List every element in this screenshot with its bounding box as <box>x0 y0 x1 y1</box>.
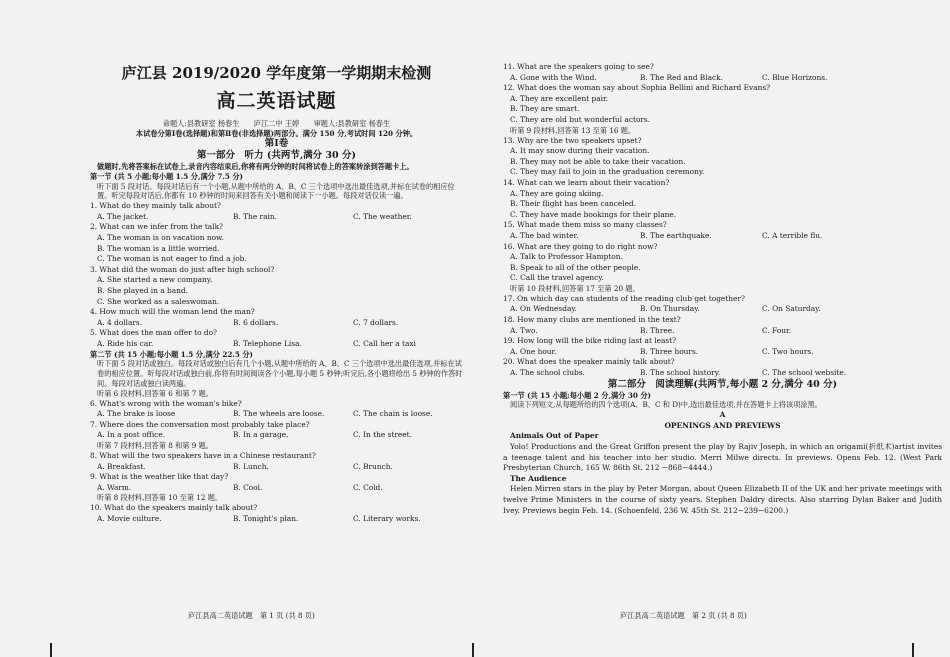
question-8: 8. What will the two speakers have in a Chinese restaurant? <box>90 451 316 461</box>
right-page <box>475 0 950 657</box>
question-7: 7. Where does the conversation most probably take place? <box>90 419 310 429</box>
question-15: 15. What made them miss so many classes? <box>503 220 667 230</box>
question-5-options: A. Ride his car. B. Telephone Lisa. C. Call her a taxi <box>97 338 416 348</box>
question-15-options: A. The bad winter. B. The earthquake. C. A terrible flu. <box>510 230 823 240</box>
option: A. The woman is on vacation now. <box>97 232 224 242</box>
question-16: 16. What are they going to do right now? <box>503 241 658 251</box>
option: B. They may not be able to take their vacation. <box>510 156 686 166</box>
option: C. The woman is not eager to find a job. <box>97 254 247 264</box>
section1-heading: 第一节 (共 5 小题;每小题 1.5 分,满分 7.5 分) <box>90 171 243 181</box>
passage-paragraph-2: Helen Mirren stars in the play by Peter Morgan, about Queen Elizabeth II of the UK and her private meetings with twelve Prime Ministers in the course of sixty years. Stephen Daldry directs. Also starring Dylan Baker and Judith Ivey. Previews begin Feb. 14. (Schoenfeld, 236 W. 45th St. 212−239−6200.) <box>503 484 942 515</box>
question-20: 20. What does the speaker mainly talk about? <box>503 357 675 367</box>
question-19-options: A. One hour. B. Three hours. C. Two hours. <box>510 346 814 356</box>
option: A. She started a new company. <box>97 275 213 285</box>
part2-heading: 第二部分 阅读理解(共两节,每小题 2 分,满分 40 分) <box>607 378 838 390</box>
question-11-options: A. Gone with the Wind. B. The Red and Black. C. Blue Horizons. <box>510 72 828 82</box>
question-3: 3. What did the woman do just after high school? <box>90 264 275 274</box>
option: A. Talk to Professor Hampton. <box>510 252 623 262</box>
page-footer: 庐江县高二英语试题 第 2 页 (共 8 页) <box>620 611 747 620</box>
exam-subject-title: 高二英语试题 <box>216 90 337 112</box>
passage-letter: A <box>719 410 726 420</box>
question-18-options: A. Two. B. Three. C. Four. <box>510 325 792 335</box>
exam-note: 本试卷分第Ⅰ卷(选择题)和第Ⅱ卷(非选择题)两部分。满分 150 分,考试时间 120 分钟。 <box>135 128 418 138</box>
option: B. She played in a band. <box>97 285 189 295</box>
question-17-options: A. On Wednesday. B. On Thursday. C. On Saturday. <box>510 304 821 314</box>
question-17: 17. On which day can students of the reading club get together? <box>503 293 745 303</box>
question-4-options: A. 4 dollars. B. 6 dollars. C. 7 dollars. <box>97 317 399 327</box>
volume-heading: 第Ⅰ卷 <box>264 138 289 149</box>
option: B. The woman is a little worried. <box>97 243 220 253</box>
question-12: 12. What does the woman say about Sophia Bellini and Richard Evans? <box>503 83 771 93</box>
material-6-note: 听第 6 段材料,回答第 6 和第 7 题。 <box>97 388 213 398</box>
question-10: 10. What do the speakers mainly talk about? <box>90 503 258 513</box>
question-4: 4. How much will the woman lend the man? <box>90 307 255 317</box>
page-footer: 庐江县高二英语试题 第 1 页 (共 8 页) <box>188 611 315 620</box>
option: C. They may fail to join in the graduation ceremony. <box>510 167 705 177</box>
passage-subheading-2: The Audience <box>510 473 567 483</box>
material-7-note: 听第 7 段材料,回答第 8 和第 9 题。 <box>97 441 213 451</box>
binding-tick <box>50 643 52 657</box>
question-19: 19. How long will the bike riding last at least? <box>503 336 677 346</box>
section2-instructions: 听下面 5 段对话或独白。每段对话或独白后有几个小题,从题中所给的 A、B、C 三个选项中选出最佳选项,并标在试卷的相应位置。听每段对话或独白前,你将有时间阅读各个小题,每小题 5 秒钟;听完后,各小题将给出 5 秒钟的作答时间。每段对话或独白读两遍。 <box>97 359 463 388</box>
passage-subheading-1: Animals Out of Paper <box>510 431 599 441</box>
question-14: 14. What can we learn about their vacation? <box>503 177 670 187</box>
section2-heading: 第二节 (共 15 小题;每小题 1.5 分,满分 22.5 分) <box>90 349 253 359</box>
binding-tick <box>472 643 474 657</box>
option: B. Speak to all of the other people. <box>510 262 641 272</box>
part2-section1-heading: 第一节 (共 15 小题;每小题 2 分,满分 30 分) <box>503 390 651 400</box>
binding-tick <box>912 643 914 657</box>
option: C. They have made bookings for their plane. <box>510 209 677 219</box>
option: A. It may snow during their vacation. <box>510 146 650 156</box>
passage-heading: OPENINGS AND PREVIEWS <box>664 420 781 430</box>
question-18: 18. How many clubs are mentioned in the text? <box>503 315 681 325</box>
option: B. Their flight has been canceled. <box>510 199 637 209</box>
listening-instructions: 做题时,先将答案标在试卷上,录音内容结束后,你将有两分钟的时间将试卷上的答案转涂到答题卡上。 <box>97 162 414 171</box>
option: C. They are old but wonderful actors. <box>510 114 651 124</box>
material-8-note: 听第 8 段材料,回答第 10 至第 12 题。 <box>97 493 223 503</box>
part1-heading: 第一部分 听力 (共两节,满分 30 分) <box>197 150 356 161</box>
question-11: 11. What are the speakers going to see? <box>503 62 654 71</box>
option: A. They are excellent pair. <box>510 93 609 103</box>
question-6: 6. What's wrong with the woman's bike? <box>90 398 242 408</box>
material-10-note: 听第 10 段材料,回答第 17 至第 20 题。 <box>510 283 640 293</box>
option: A. They are going skiing. <box>510 188 604 198</box>
authors-line: 命题人:县教研室 杨春生 庐江二中 王婷 审题人:县教研室 杨春生 <box>162 119 391 128</box>
question-13: 13. Why are the two speakers upset? <box>503 135 642 145</box>
question-8-options: A. Breakfast. B. Lunch. C. Brunch. <box>97 461 393 471</box>
question-7-options: A. In a post office. B. In a garage. C. In the street. <box>97 430 412 440</box>
question-9-options: A. Warm. B. Cool. C. Cold. <box>97 482 383 492</box>
question-6-options: A. The brake is loose B. The wheels are loose. C. The chain is loose. <box>97 409 433 419</box>
question-10-options: A. Movie culture. B. Tonight's plan. C. Literary works. <box>97 514 421 524</box>
material-9-note: 听第 9 段材料,回答第 13 至第 16 题。 <box>510 125 636 135</box>
option: C. Call the travel agency. <box>510 273 604 283</box>
passage-paragraph-1: Yolo! Productions and the Great Griffon present the play by Rajiv Joseph, in which an origami(折纸术)artist invites a teenage talent and his teacher into her studio. Merri Milwe directs. In previews. Opens Feb. 12. (West Park Presbyterian Church, 165 W. 86th St. 212 −868−4444.) <box>503 442 942 473</box>
part2-instructions: 阅读下列短文,从每题所给的四个选项(A、B、C 和 D)中,选出最佳选项,并在答题卡上将该项涂黑。 <box>510 400 822 410</box>
question-1-options: A. The jacket. B. The rain. C. The weather. <box>97 211 412 221</box>
question-1: 1. What do they mainly talk about? <box>90 201 221 211</box>
question-5: 5. What does the man offer to do? <box>90 328 218 338</box>
option: B. They are smart. <box>510 104 580 114</box>
option: C. She worked as a saleswoman. <box>97 296 220 306</box>
question-9: 9. What is the weather like that day? <box>90 472 229 482</box>
question-20-options: A. The school clubs. B. The school history. C. The school website. <box>510 368 847 378</box>
section1-instructions: 听下面 5 段对话。每段对话后有一个小题,从题中所给的 A、B、C 三个选项中选出最佳选项,并标在试卷的相应位置。听完每段对话后,你都有 10 秒钟的时间来回答有关小题和阅读下一小题。每段对话仅读一遍。 <box>97 181 455 201</box>
question-2: 2. What can we infer from the talk? <box>90 222 224 232</box>
exam-title: 庐江县 2019/2020 学年度第一学期期末检测 <box>121 64 432 82</box>
